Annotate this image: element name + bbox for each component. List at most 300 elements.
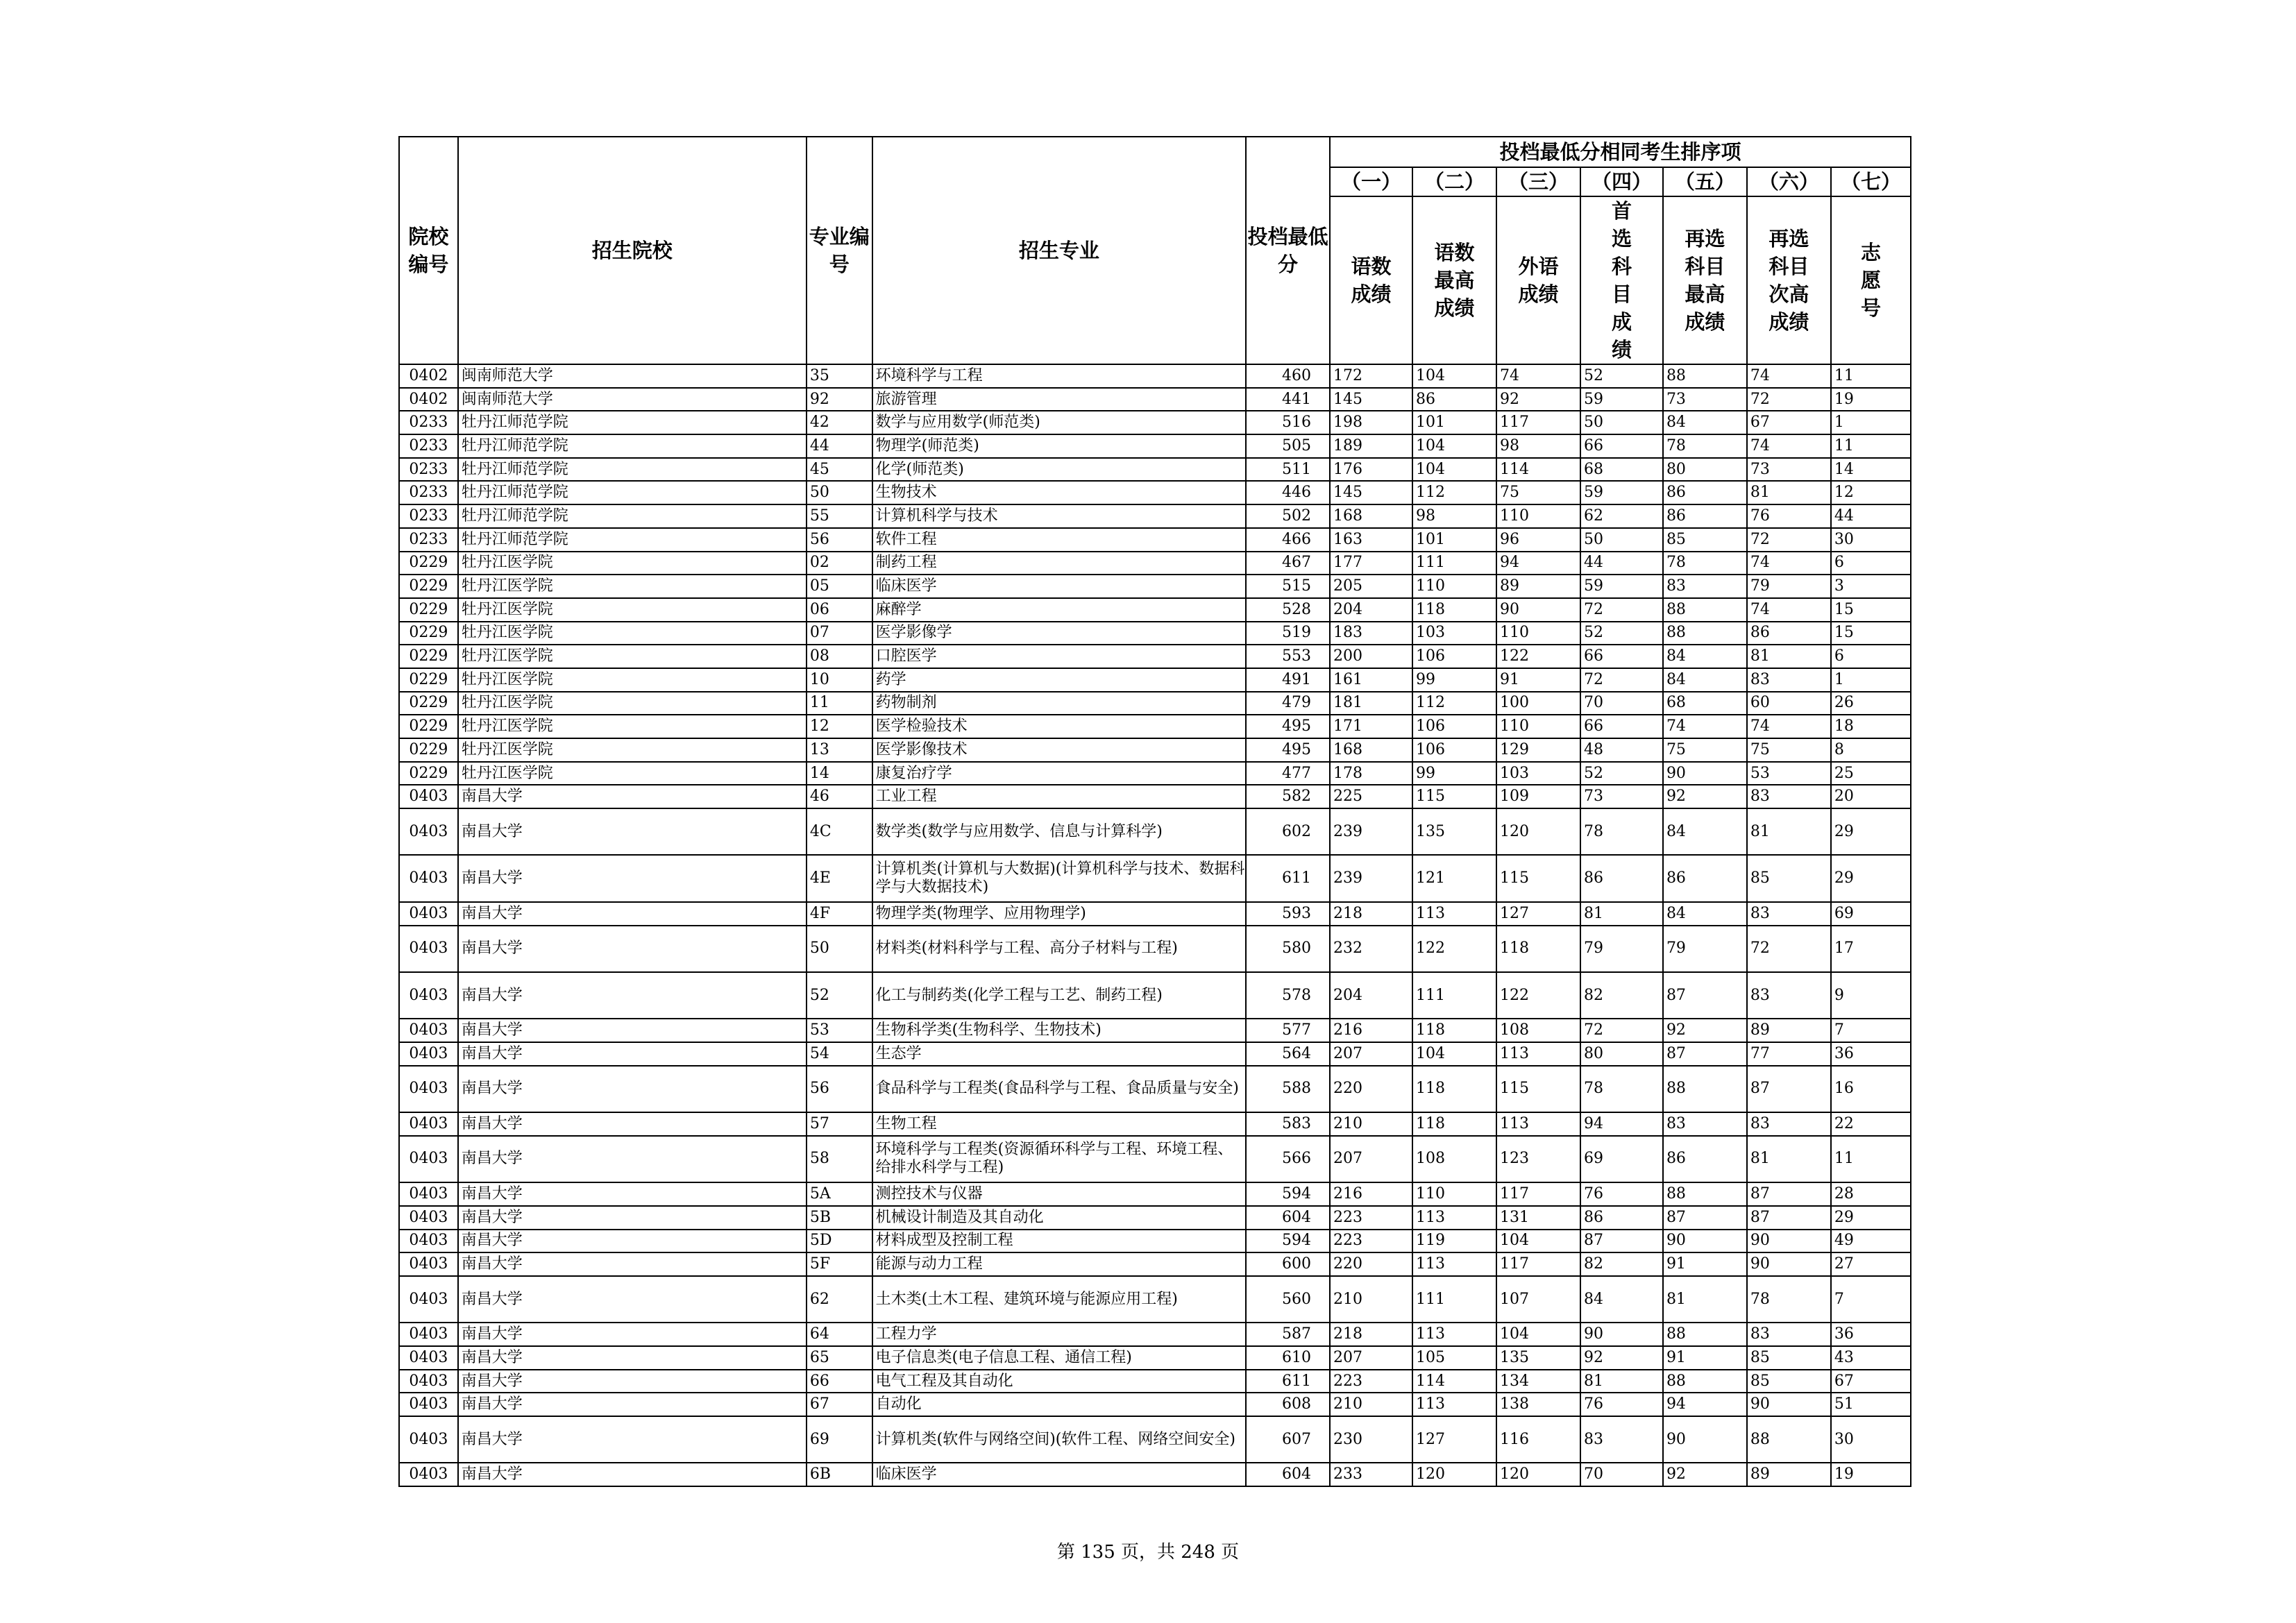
major-name-cell: 软件工程: [872, 528, 1246, 552]
min-score-cell: 528: [1246, 598, 1330, 622]
major-code-cell: 5B: [807, 1206, 872, 1230]
major-code-cell: 64: [807, 1323, 872, 1346]
table-row: [399, 855, 1911, 901]
table-row: [399, 1393, 1911, 1416]
major-name-cell: 电子信息类(电子信息工程、通信工程): [872, 1346, 1246, 1370]
table-row: [399, 1182, 1911, 1206]
preference-number-cell: 43: [1831, 1346, 1911, 1370]
chinese-math-max-cell: 106: [1412, 645, 1496, 668]
school-code-cell: 0403: [399, 1463, 458, 1486]
foreign-language-cell: 127: [1496, 902, 1580, 926]
chinese-math-max-cell: 111: [1412, 972, 1496, 1019]
foreign-language-cell: 98: [1496, 434, 1580, 458]
chinese-math-score-cell: 183: [1330, 622, 1412, 645]
chinese-math-score-cell: 225: [1330, 785, 1412, 808]
second-subject-max-cell: 88: [1663, 1323, 1747, 1346]
second-subject-next-cell: 74: [1747, 364, 1831, 388]
preference-number-cell: 67: [1831, 1370, 1911, 1393]
major-name-cell: 数学与应用数学(师范类): [872, 411, 1246, 434]
chinese-math-max-cell: 108: [1412, 1136, 1496, 1182]
header-tie-label-1: 语数成绩: [1330, 196, 1412, 364]
major-code-cell: 06: [807, 598, 872, 622]
first-subject-cell: 62: [1580, 504, 1663, 528]
table-row: [399, 1230, 1911, 1253]
major-code-cell: 57: [807, 1112, 872, 1136]
foreign-language-cell: 135: [1496, 1346, 1580, 1370]
header-tie-label-2: 语数最高成绩: [1412, 196, 1496, 364]
chinese-math-max-cell: 104: [1412, 1042, 1496, 1066]
major-name-cell: 化学(师范类): [872, 458, 1246, 482]
first-subject-cell: 52: [1580, 622, 1663, 645]
school-name-cell: 南昌大学: [458, 1276, 807, 1323]
school-name-cell: 南昌大学: [458, 1042, 807, 1066]
second-subject-next-cell: 74: [1747, 434, 1831, 458]
school-name-cell: 牡丹江师范学院: [458, 528, 807, 552]
major-name-cell: 生物工程: [872, 1112, 1246, 1136]
major-code-cell: 42: [807, 411, 872, 434]
major-code-cell: 50: [807, 926, 872, 972]
preference-number-cell: 7: [1831, 1019, 1911, 1042]
chinese-math-score-cell: 239: [1330, 808, 1412, 855]
major-code-cell: 4E: [807, 855, 872, 901]
first-subject-cell: 84: [1580, 1276, 1663, 1323]
chinese-math-max-cell: 104: [1412, 364, 1496, 388]
second-subject-max-cell: 86: [1663, 1136, 1747, 1182]
preference-number-cell: 6: [1831, 552, 1911, 575]
table-row: [399, 1066, 1911, 1112]
chinese-math-max-cell: 120: [1412, 1463, 1496, 1486]
second-subject-max-cell: 84: [1663, 808, 1747, 855]
first-subject-cell: 66: [1580, 434, 1663, 458]
major-name-cell: 康复治疗学: [872, 762, 1246, 785]
second-subject-max-cell: 88: [1663, 1370, 1747, 1393]
school-name-cell: 南昌大学: [458, 972, 807, 1019]
preference-number-cell: 19: [1831, 388, 1911, 411]
header-min-score: 投档最低分: [1246, 137, 1330, 364]
min-score-cell: 610: [1246, 1346, 1330, 1370]
first-subject-cell: 80: [1580, 1042, 1663, 1066]
chinese-math-score-cell: 161: [1330, 668, 1412, 692]
foreign-language-cell: 107: [1496, 1276, 1580, 1323]
school-code-cell: 0403: [399, 1252, 458, 1276]
first-subject-cell: 86: [1580, 855, 1663, 901]
second-subject-next-cell: 85: [1747, 855, 1831, 901]
second-subject-next-cell: 83: [1747, 902, 1831, 926]
chinese-math-score-cell: 223: [1330, 1370, 1412, 1393]
major-code-cell: 69: [807, 1416, 872, 1463]
second-subject-max-cell: 92: [1663, 1463, 1747, 1486]
table-row: [399, 926, 1911, 972]
min-score-cell: 560: [1246, 1276, 1330, 1323]
table-row: [399, 481, 1911, 504]
min-score-cell: 505: [1246, 434, 1330, 458]
second-subject-next-cell: 67: [1747, 411, 1831, 434]
table-body: [399, 364, 1911, 1486]
major-code-cell: 35: [807, 364, 872, 388]
table-row: [399, 785, 1911, 808]
school-code-cell: 0233: [399, 481, 458, 504]
header-tie-label-4: 首选科目成绩: [1580, 196, 1663, 364]
table-row: [399, 434, 1911, 458]
chinese-math-score-cell: 204: [1330, 972, 1412, 1019]
school-name-cell: 南昌大学: [458, 1393, 807, 1416]
foreign-language-cell: 115: [1496, 1066, 1580, 1112]
table-row: [399, 902, 1911, 926]
foreign-language-cell: 104: [1496, 1323, 1580, 1346]
first-subject-cell: 76: [1580, 1393, 1663, 1416]
first-subject-cell: 52: [1580, 364, 1663, 388]
school-code-cell: 0403: [399, 1066, 458, 1112]
first-subject-cell: 59: [1580, 575, 1663, 598]
foreign-language-cell: 114: [1496, 458, 1580, 482]
min-score-cell: 587: [1246, 1323, 1330, 1346]
table-row: [399, 972, 1911, 1019]
table-row: [399, 388, 1911, 411]
chinese-math-score-cell: 220: [1330, 1252, 1412, 1276]
school-code-cell: 0402: [399, 388, 458, 411]
first-subject-cell: 72: [1580, 1019, 1663, 1042]
chinese-math-max-cell: 114: [1412, 1370, 1496, 1393]
table-row: [399, 1463, 1911, 1486]
school-code-cell: 0233: [399, 504, 458, 528]
major-code-cell: 10: [807, 668, 872, 692]
chinese-math-max-cell: 103: [1412, 622, 1496, 645]
foreign-language-cell: 100: [1496, 692, 1580, 715]
school-code-cell: 0233: [399, 528, 458, 552]
second-subject-max-cell: 80: [1663, 458, 1747, 482]
first-subject-cell: 81: [1580, 902, 1663, 926]
first-subject-cell: 66: [1580, 645, 1663, 668]
min-score-cell: 604: [1246, 1463, 1330, 1486]
major-code-cell: 50: [807, 481, 872, 504]
min-score-cell: 441: [1246, 388, 1330, 411]
second-subject-next-cell: 90: [1747, 1393, 1831, 1416]
second-subject-max-cell: 83: [1663, 1112, 1747, 1136]
chinese-math-max-cell: 112: [1412, 481, 1496, 504]
chinese-math-max-cell: 99: [1412, 668, 1496, 692]
major-code-cell: 5D: [807, 1230, 872, 1253]
major-name-cell: 生态学: [872, 1042, 1246, 1066]
chinese-math-max-cell: 111: [1412, 552, 1496, 575]
school-code-cell: 0403: [399, 1019, 458, 1042]
foreign-language-cell: 116: [1496, 1416, 1580, 1463]
second-subject-next-cell: 86: [1747, 622, 1831, 645]
chinese-math-score-cell: 205: [1330, 575, 1412, 598]
preference-number-cell: 15: [1831, 622, 1911, 645]
second-subject-max-cell: 88: [1663, 364, 1747, 388]
chinese-math-max-cell: 106: [1412, 715, 1496, 738]
school-code-cell: 0403: [399, 785, 458, 808]
major-name-cell: 医学影像学: [872, 622, 1246, 645]
school-code-cell: 0229: [399, 692, 458, 715]
school-name-cell: 南昌大学: [458, 785, 807, 808]
first-subject-cell: 66: [1580, 715, 1663, 738]
preference-number-cell: 49: [1831, 1230, 1911, 1253]
table-row: [399, 1112, 1911, 1136]
chinese-math-score-cell: 177: [1330, 552, 1412, 575]
school-name-cell: 南昌大学: [458, 1182, 807, 1206]
preference-number-cell: 17: [1831, 926, 1911, 972]
min-score-cell: 516: [1246, 411, 1330, 434]
major-name-cell: 麻醉学: [872, 598, 1246, 622]
header-school-code: 院校编号: [399, 137, 458, 364]
second-subject-max-cell: 86: [1663, 855, 1747, 901]
chinese-math-score-cell: 145: [1330, 388, 1412, 411]
school-code-cell: 0403: [399, 1112, 458, 1136]
second-subject-max-cell: 78: [1663, 434, 1747, 458]
first-subject-cell: 68: [1580, 458, 1663, 482]
first-subject-cell: 86: [1580, 1206, 1663, 1230]
second-subject-next-cell: 53: [1747, 762, 1831, 785]
chinese-math-max-cell: 112: [1412, 692, 1496, 715]
second-subject-max-cell: 91: [1663, 1252, 1747, 1276]
major-name-cell: 食品科学与工程类(食品科学与工程、食品质量与安全): [872, 1066, 1246, 1112]
major-name-cell: 口腔医学: [872, 645, 1246, 668]
table-row: [399, 1276, 1911, 1323]
foreign-language-cell: 117: [1496, 1252, 1580, 1276]
table-row: [399, 1206, 1911, 1230]
preference-number-cell: 20: [1831, 785, 1911, 808]
chinese-math-score-cell: 230: [1330, 1416, 1412, 1463]
second-subject-next-cell: 87: [1747, 1182, 1831, 1206]
header-major-code: 专业编号: [807, 137, 872, 364]
major-name-cell: 工业工程: [872, 785, 1246, 808]
school-name-cell: 南昌大学: [458, 1112, 807, 1136]
first-subject-cell: 72: [1580, 668, 1663, 692]
min-score-cell: 580: [1246, 926, 1330, 972]
chinese-math-max-cell: 106: [1412, 738, 1496, 762]
first-subject-cell: 50: [1580, 528, 1663, 552]
min-score-cell: 564: [1246, 1042, 1330, 1066]
second-subject-max-cell: 83: [1663, 575, 1747, 598]
chinese-math-max-cell: 113: [1412, 902, 1496, 926]
table-row: [399, 598, 1911, 622]
min-score-cell: 588: [1246, 1066, 1330, 1112]
foreign-language-cell: 91: [1496, 668, 1580, 692]
school-code-cell: 0403: [399, 855, 458, 901]
chinese-math-max-cell: 101: [1412, 411, 1496, 434]
chinese-math-score-cell: 168: [1330, 738, 1412, 762]
first-subject-cell: 59: [1580, 388, 1663, 411]
preference-number-cell: 29: [1831, 855, 1911, 901]
min-score-cell: 477: [1246, 762, 1330, 785]
foreign-language-cell: 74: [1496, 364, 1580, 388]
second-subject-max-cell: 68: [1663, 692, 1747, 715]
second-subject-next-cell: 83: [1747, 785, 1831, 808]
school-name-cell: 牡丹江医学院: [458, 552, 807, 575]
chinese-math-score-cell: 220: [1330, 1066, 1412, 1112]
first-subject-cell: 72: [1580, 598, 1663, 622]
header-major-name: 招生专业: [872, 137, 1246, 364]
chinese-math-score-cell: 233: [1330, 1463, 1412, 1486]
school-name-cell: 南昌大学: [458, 1230, 807, 1253]
major-name-cell: 制药工程: [872, 552, 1246, 575]
school-name-cell: 牡丹江医学院: [458, 622, 807, 645]
major-code-cell: 54: [807, 1042, 872, 1066]
first-subject-cell: 70: [1580, 692, 1663, 715]
school-name-cell: 南昌大学: [458, 1066, 807, 1112]
school-name-cell: 闽南师范大学: [458, 364, 807, 388]
header-tie-label-3: 外语成绩: [1496, 196, 1580, 364]
min-score-cell: 594: [1246, 1230, 1330, 1253]
major-name-cell: 电气工程及其自动化: [872, 1370, 1246, 1393]
preference-number-cell: 44: [1831, 504, 1911, 528]
school-name-cell: 牡丹江医学院: [458, 762, 807, 785]
second-subject-max-cell: 73: [1663, 388, 1747, 411]
second-subject-next-cell: 89: [1747, 1463, 1831, 1486]
foreign-language-cell: 120: [1496, 1463, 1580, 1486]
school-name-cell: 南昌大学: [458, 1416, 807, 1463]
second-subject-max-cell: 87: [1663, 1206, 1747, 1230]
preference-number-cell: 11: [1831, 434, 1911, 458]
foreign-language-cell: 110: [1496, 622, 1580, 645]
foreign-language-cell: 129: [1496, 738, 1580, 762]
table-row: [399, 1252, 1911, 1276]
second-subject-next-cell: 83: [1747, 668, 1831, 692]
school-code-cell: 0403: [399, 1393, 458, 1416]
header-tie-index-5: （五）: [1663, 167, 1747, 196]
school-code-cell: 0403: [399, 902, 458, 926]
chinese-math-score-cell: 218: [1330, 1323, 1412, 1346]
header-tie-label-5: 再选科目最高成绩: [1663, 196, 1747, 364]
major-code-cell: 58: [807, 1136, 872, 1182]
chinese-math-score-cell: 207: [1330, 1042, 1412, 1066]
foreign-language-cell: 90: [1496, 598, 1580, 622]
foreign-language-cell: 110: [1496, 715, 1580, 738]
first-subject-cell: 92: [1580, 1346, 1663, 1370]
second-subject-max-cell: 88: [1663, 1182, 1747, 1206]
chinese-math-score-cell: 176: [1330, 458, 1412, 482]
second-subject-next-cell: 85: [1747, 1370, 1831, 1393]
foreign-language-cell: 131: [1496, 1206, 1580, 1230]
first-subject-cell: 83: [1580, 1416, 1663, 1463]
min-score-cell: 466: [1246, 528, 1330, 552]
min-score-cell: 607: [1246, 1416, 1330, 1463]
min-score-cell: 577: [1246, 1019, 1330, 1042]
school-name-cell: 牡丹江医学院: [458, 738, 807, 762]
first-subject-cell: 73: [1580, 785, 1663, 808]
major-name-cell: 物理学类(物理学、应用物理学): [872, 902, 1246, 926]
school-name-cell: 牡丹江师范学院: [458, 434, 807, 458]
first-subject-cell: 81: [1580, 1370, 1663, 1393]
preference-number-cell: 6: [1831, 645, 1911, 668]
major-name-cell: 生物技术: [872, 481, 1246, 504]
school-name-cell: 南昌大学: [458, 1019, 807, 1042]
preference-number-cell: 3: [1831, 575, 1911, 598]
major-name-cell: 药物制剂: [872, 692, 1246, 715]
chinese-math-score-cell: 145: [1330, 481, 1412, 504]
school-code-cell: 0229: [399, 598, 458, 622]
school-code-cell: 0229: [399, 575, 458, 598]
school-code-cell: 0233: [399, 434, 458, 458]
major-name-cell: 化工与制药类(化学工程与工艺、制药工程): [872, 972, 1246, 1019]
admission-score-table: [398, 136, 1911, 1487]
school-name-cell: 牡丹江医学院: [458, 575, 807, 598]
chinese-math-max-cell: 119: [1412, 1230, 1496, 1253]
major-code-cell: 55: [807, 504, 872, 528]
school-code-cell: 0233: [399, 411, 458, 434]
school-code-cell: 0229: [399, 738, 458, 762]
first-subject-cell: 94: [1580, 1112, 1663, 1136]
header-school-name: 招生院校: [458, 137, 807, 364]
major-code-cell: 02: [807, 552, 872, 575]
major-code-cell: 5A: [807, 1182, 872, 1206]
major-code-cell: 52: [807, 972, 872, 1019]
school-name-cell: 牡丹江师范学院: [458, 411, 807, 434]
chinese-math-max-cell: 110: [1412, 1182, 1496, 1206]
major-name-cell: 生物科学类(生物科学、生物技术): [872, 1019, 1246, 1042]
preference-number-cell: 51: [1831, 1393, 1911, 1416]
preference-number-cell: 69: [1831, 902, 1911, 926]
major-name-cell: 医学检验技术: [872, 715, 1246, 738]
preference-number-cell: 30: [1831, 1416, 1911, 1463]
school-name-cell: 牡丹江医学院: [458, 692, 807, 715]
foreign-language-cell: 89: [1496, 575, 1580, 598]
school-name-cell: 南昌大学: [458, 1346, 807, 1370]
first-subject-cell: 48: [1580, 738, 1663, 762]
chinese-math-max-cell: 118: [1412, 1019, 1496, 1042]
table-row: [399, 528, 1911, 552]
foreign-language-cell: 103: [1496, 762, 1580, 785]
school-name-cell: 闽南师范大学: [458, 388, 807, 411]
major-code-cell: 53: [807, 1019, 872, 1042]
first-subject-cell: 69: [1580, 1136, 1663, 1182]
second-subject-max-cell: 81: [1663, 1276, 1747, 1323]
min-score-cell: 495: [1246, 738, 1330, 762]
school-code-cell: 0403: [399, 972, 458, 1019]
table-row: [399, 504, 1911, 528]
school-code-cell: 0233: [399, 458, 458, 482]
school-code-cell: 0403: [399, 1323, 458, 1346]
foreign-language-cell: 122: [1496, 972, 1580, 1019]
school-code-cell: 0229: [399, 715, 458, 738]
major-name-cell: 材料类(材料科学与工程、高分子材料与工程): [872, 926, 1246, 972]
major-code-cell: 65: [807, 1346, 872, 1370]
second-subject-next-cell: 83: [1747, 1323, 1831, 1346]
table-row: [399, 1416, 1911, 1463]
major-code-cell: 66: [807, 1370, 872, 1393]
major-code-cell: 62: [807, 1276, 872, 1323]
second-subject-max-cell: 87: [1663, 972, 1747, 1019]
chinese-math-score-cell: 210: [1330, 1276, 1412, 1323]
school-name-cell: 南昌大学: [458, 1323, 807, 1346]
major-code-cell: 11: [807, 692, 872, 715]
chinese-math-score-cell: 204: [1330, 598, 1412, 622]
school-name-cell: 牡丹江医学院: [458, 715, 807, 738]
preference-number-cell: 36: [1831, 1323, 1911, 1346]
first-subject-cell: 82: [1580, 1252, 1663, 1276]
preference-number-cell: 19: [1831, 1463, 1911, 1486]
school-name-cell: 牡丹江医学院: [458, 645, 807, 668]
chinese-math-score-cell: 172: [1330, 364, 1412, 388]
table-row: [399, 622, 1911, 645]
chinese-math-max-cell: 118: [1412, 1112, 1496, 1136]
school-name-cell: 牡丹江医学院: [458, 668, 807, 692]
min-score-cell: 519: [1246, 622, 1330, 645]
school-name-cell: 牡丹江师范学院: [458, 504, 807, 528]
foreign-language-cell: 113: [1496, 1112, 1580, 1136]
chinese-math-max-cell: 101: [1412, 528, 1496, 552]
second-subject-next-cell: 72: [1747, 528, 1831, 552]
table-row: [399, 738, 1911, 762]
major-code-cell: 14: [807, 762, 872, 785]
major-name-cell: 旅游管理: [872, 388, 1246, 411]
min-score-cell: 515: [1246, 575, 1330, 598]
chinese-math-max-cell: 118: [1412, 1066, 1496, 1112]
second-subject-next-cell: 74: [1747, 715, 1831, 738]
major-name-cell: 工程力学: [872, 1323, 1246, 1346]
table-row: [399, 645, 1911, 668]
